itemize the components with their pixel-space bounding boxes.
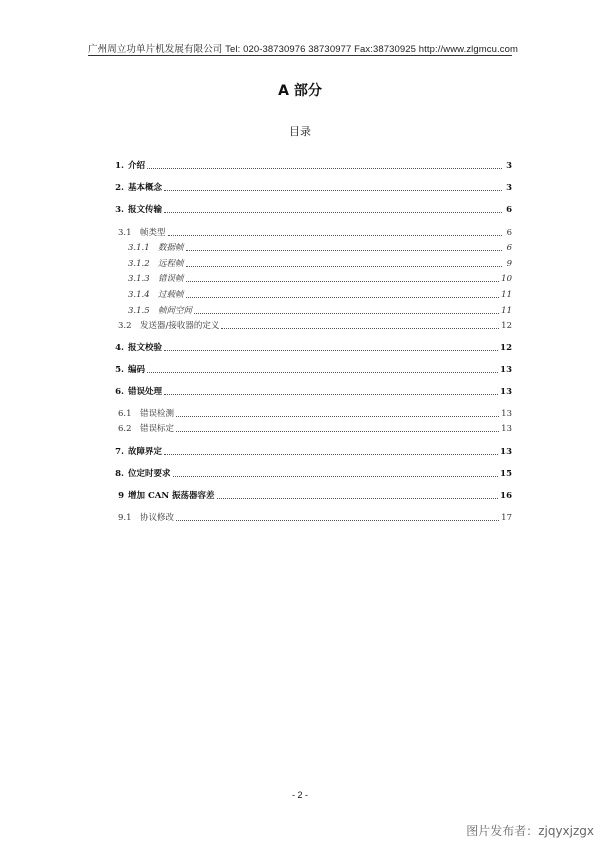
toc-dot-leader [164, 212, 502, 213]
toc-entry[interactable] [118, 317, 512, 331]
toc-entry[interactable] [110, 487, 512, 501]
toc-entry-number: 3.1.5 [128, 306, 150, 316]
toc-entry[interactable] [110, 383, 512, 397]
toc-entry-page: 11 [501, 290, 512, 300]
toc-entry-number: 3.1.3 [128, 274, 150, 284]
toc-entry-number: 3. [115, 205, 124, 215]
toc-dot-leader [194, 313, 499, 314]
toc-dot-leader [176, 416, 499, 417]
toc-dot-leader [217, 498, 499, 499]
toc-entry-title: 位定时要求 [128, 469, 171, 479]
toc-entry-number: 9.1 [118, 513, 132, 523]
toc-dot-leader [176, 520, 499, 521]
toc-entry-page: 10 [501, 274, 512, 284]
toc-entry[interactable] [110, 179, 512, 193]
toc-entry-title: 发送器/接收器的定义 [140, 321, 220, 331]
toc-dot-leader [186, 250, 502, 251]
toc-dot-leader [147, 372, 498, 373]
toc-entry[interactable] [128, 302, 512, 316]
header-rule [88, 55, 512, 56]
toc-entry[interactable] [110, 361, 512, 375]
toc-entry-title: 数据帧 [158, 243, 184, 253]
toc-entry-page: 13 [500, 387, 512, 397]
toc-entry-page: 13 [500, 365, 512, 375]
toc-entry[interactable] [128, 239, 512, 253]
toc-entry-page: 6 [506, 205, 512, 215]
toc-entry-page: 11 [501, 306, 512, 316]
toc-entry-page: 9 [506, 259, 512, 269]
toc-entry[interactable] [118, 224, 512, 238]
toc-entry-title: 报文校验 [128, 343, 163, 353]
watermark: 图片发布者：zjqyxjzgx [466, 824, 594, 838]
toc-title: 目录 [289, 125, 311, 138]
toc-entry-number: 3.1.1 [128, 243, 150, 253]
toc-entry-number: 4. [115, 343, 124, 353]
toc-dot-leader [186, 297, 500, 298]
toc-entry-number: 5. [115, 365, 124, 375]
toc-entry-page: 3 [506, 161, 512, 171]
toc-entry-number: 6.1 [118, 409, 132, 419]
toc-dot-leader [186, 266, 502, 267]
page-number: - 2 - [291, 790, 308, 800]
toc-entry-title: 远程帧 [158, 259, 184, 269]
toc-entry-page: 16 [500, 491, 512, 501]
toc-entry-number: 7. [115, 447, 124, 457]
toc-dot-leader [173, 476, 499, 477]
page-header: 广州周立功单片机发展有限公司 Tel: 020-38730976 38730977 Fax:38730925 http://www.zlgmcu.com [88, 44, 519, 55]
toc-dot-leader [221, 328, 499, 329]
toc-entry-title: 错误标定 [140, 424, 175, 434]
toc-entry[interactable] [110, 339, 512, 353]
toc-entry-title: 错误帧 [158, 274, 184, 284]
toc-entry-number: 3.1.2 [128, 259, 150, 269]
toc-entry[interactable] [110, 465, 512, 479]
toc-entry-number: 1. [115, 161, 124, 171]
toc-entry-title: 基本概念 [128, 183, 163, 193]
toc-entry-title: 报文传输 [128, 205, 163, 215]
toc-entry-number: 9 [118, 491, 124, 501]
toc-entry[interactable] [118, 405, 512, 419]
part-title: A 部分 [278, 83, 322, 99]
toc-entry-number: 6. [115, 387, 124, 397]
toc-entry-page: 13 [500, 447, 512, 457]
toc-entry-page: 15 [500, 469, 512, 479]
toc-entry-title: 增加 CAN 振荡器容差 [128, 491, 215, 501]
toc-entry-number: 2. [115, 183, 124, 193]
toc-entry[interactable] [110, 201, 512, 215]
toc-entry-title: 编码 [128, 365, 146, 375]
toc-entry[interactable] [128, 270, 512, 284]
toc-entry[interactable] [128, 255, 512, 269]
toc-entry-title: 帧间空间 [158, 306, 193, 316]
toc-dot-leader [164, 454, 498, 455]
toc-dot-leader [164, 190, 502, 191]
toc-entry[interactable] [118, 509, 512, 523]
toc-dot-leader [147, 168, 502, 169]
toc-dot-leader [164, 394, 498, 395]
toc-entry[interactable] [118, 420, 512, 434]
toc-entry-number: 3.2 [118, 321, 132, 331]
toc-entry-page: 17 [501, 513, 512, 523]
toc-entry-page: 12 [501, 321, 512, 331]
toc-entry-number: 3.1.4 [128, 290, 150, 300]
toc-entry[interactable] [110, 157, 512, 171]
toc-entry-page: 6 [506, 243, 512, 253]
toc-entry-number: 6.2 [118, 424, 132, 434]
toc-entry[interactable] [110, 443, 512, 457]
toc-entry-page: 13 [501, 409, 512, 419]
toc-entry-page: 12 [500, 343, 512, 353]
toc-entry-number: 8. [115, 469, 124, 479]
toc-entry-page: 13 [501, 424, 512, 434]
toc-entry-page: 3 [506, 183, 512, 193]
toc-dot-leader [164, 350, 498, 351]
toc-entry-title: 故障界定 [128, 447, 163, 457]
toc-dot-leader [176, 431, 499, 432]
toc-entry-title: 错误检测 [140, 409, 175, 419]
toc-entry-title: 错误处理 [128, 387, 163, 397]
toc-entry-page: 6 [506, 228, 512, 238]
toc-entry-title: 帧类型 [140, 228, 166, 238]
toc-entry-title: 介绍 [128, 161, 146, 171]
toc-entry-title: 协议修改 [140, 513, 175, 523]
toc-dot-leader [186, 281, 500, 282]
toc-entry-title: 过载帧 [158, 290, 184, 300]
toc-entry[interactable] [128, 286, 512, 300]
toc-dot-leader [168, 235, 502, 236]
toc-entry-number: 3.1 [118, 228, 132, 238]
